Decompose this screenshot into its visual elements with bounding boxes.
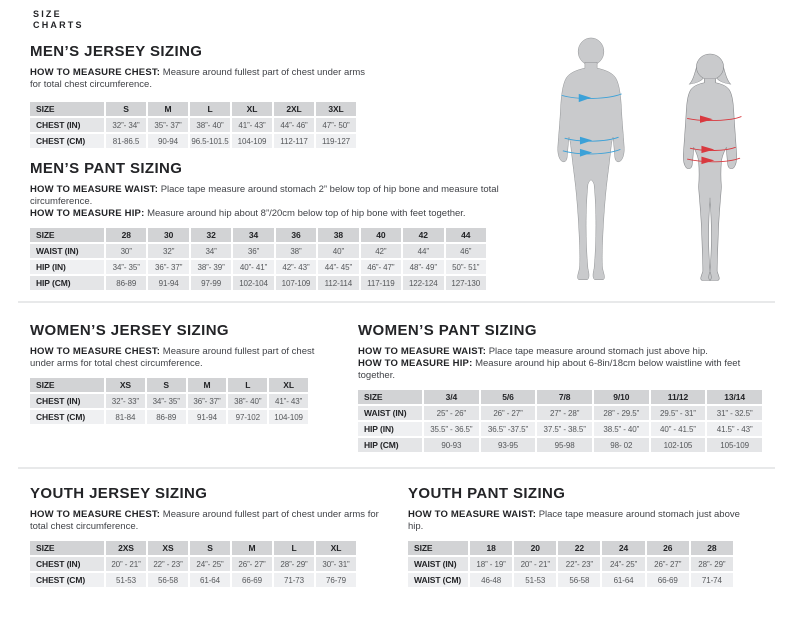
column-header: 7/8 xyxy=(537,390,592,404)
section-womens-jersey-sizing xyxy=(30,323,335,426)
size-value: 25” - 26” xyxy=(424,406,479,420)
size-value: 37.5” - 38.5” xyxy=(537,422,592,436)
column-header: 5/6 xyxy=(481,390,536,404)
column-header: S xyxy=(147,378,186,392)
row-label: CHEST (IN) xyxy=(30,118,104,132)
size-value: 46-48 xyxy=(470,573,512,587)
row-label: HIP (IN) xyxy=(30,260,104,274)
column-header: XL xyxy=(269,378,308,392)
size-value: 35.5” - 36.5” xyxy=(424,422,479,436)
size-value: 61-64 xyxy=(190,573,230,587)
howto-label: HOW TO MEASURE WAIST: xyxy=(358,346,487,357)
male-body xyxy=(558,62,624,279)
size-value: 28”- 29” xyxy=(691,557,733,571)
size-value: 30” xyxy=(106,244,146,258)
size-table xyxy=(406,539,735,589)
size-value: 46” xyxy=(446,244,487,258)
howto-line: HOW TO MEASURE WAIST: Place tape measure around stomach just above hip. xyxy=(408,509,740,532)
table-row xyxy=(358,438,762,452)
table-row xyxy=(30,118,356,132)
size-value: 44” xyxy=(403,244,443,258)
size-table xyxy=(28,226,488,292)
size-value: 18” - 19” xyxy=(470,557,512,571)
column-header: 36 xyxy=(276,228,316,242)
youth-pant-heading: YOUTH PANT SIZING xyxy=(408,485,566,502)
size-value: 95-98 xyxy=(537,438,592,452)
size-value: 35”- 37” xyxy=(148,118,188,132)
size-value: 76-79 xyxy=(316,573,356,587)
column-header: 38 xyxy=(318,228,358,242)
size-value: 96.5-101.5 xyxy=(190,134,230,148)
size-value: 93-95 xyxy=(481,438,536,452)
column-header: L xyxy=(228,378,267,392)
column-header: L xyxy=(274,541,314,555)
column-header: SIZE xyxy=(408,541,468,555)
size-value: 38.5” - 40” xyxy=(594,422,649,436)
column-header: S xyxy=(190,541,230,555)
howto-line: HOW TO MEASURE CHEST: Measure around fullest part of chest under arms for total chest circumference. xyxy=(30,67,366,90)
size-value: 38”- 40” xyxy=(190,118,230,132)
size-value: 98- 02 xyxy=(594,438,649,452)
column-header: SIZE xyxy=(358,390,422,404)
size-value: 107-109 xyxy=(276,276,316,290)
size-value: 40”- 41” xyxy=(233,260,273,274)
row-label: WAIST (CM) xyxy=(408,573,468,587)
size-value: 32”- 33” xyxy=(106,394,145,408)
womens-pant-table xyxy=(358,388,775,454)
female-head xyxy=(696,54,723,80)
howto-line: HOW TO MEASURE WAIST: Place tape measure around stomach just above hip. xyxy=(358,346,708,357)
page-title-line2: CHARTS xyxy=(33,20,84,30)
mens-pant-heading: MEN’S PANT SIZING xyxy=(30,160,183,177)
size-value: 32”- 34” xyxy=(106,118,146,132)
section-youth-pant-sizing xyxy=(408,486,748,589)
size-value: 56-58 xyxy=(558,573,600,587)
howto-line: HOW TO MEASURE HIP: Measure around hip about 6-8in/18cm below waistline with feet together. xyxy=(358,358,741,381)
table-header-row xyxy=(408,541,733,555)
size-value: 86-89 xyxy=(106,276,146,290)
size-table xyxy=(28,539,358,589)
youth-pant-howto xyxy=(408,509,748,533)
column-header: M xyxy=(188,378,227,392)
youth-pant-table xyxy=(408,539,748,589)
section-mens-jersey-sizing xyxy=(30,44,375,150)
size-value: 34”- 35” xyxy=(147,394,186,408)
size-value: 104-109 xyxy=(232,134,272,148)
column-header: 26 xyxy=(647,541,689,555)
column-header: 30 xyxy=(148,228,188,242)
column-header: M xyxy=(232,541,272,555)
column-header: 11/12 xyxy=(651,390,706,404)
size-value: 28” - 29.5” xyxy=(594,406,649,420)
row-label: HIP (CM) xyxy=(30,276,104,290)
row-label: CHEST (CM) xyxy=(30,134,104,148)
size-value: 27” - 28” xyxy=(537,406,592,420)
column-header: XS xyxy=(106,378,145,392)
size-value: 28”- 29” xyxy=(274,557,314,571)
row-label: CHEST (CM) xyxy=(30,573,104,587)
column-header: SIZE xyxy=(30,102,104,116)
howto-label: HOW TO MEASURE CHEST: xyxy=(30,509,161,520)
section-divider xyxy=(18,301,775,303)
howto-label: HOW TO MEASURE HIP: xyxy=(30,208,145,219)
size-value: 91-94 xyxy=(188,410,227,424)
womens-jersey-heading: WOMEN’S JERSEY SIZING xyxy=(30,322,229,339)
female-figure-illustration xyxy=(660,53,760,291)
youth-jersey-howto xyxy=(30,509,392,533)
size-value: 41.5” - 43” xyxy=(707,422,762,436)
size-value: 102-104 xyxy=(233,276,273,290)
section-youth-jersey-sizing xyxy=(30,486,392,589)
size-value: 122-124 xyxy=(403,276,443,290)
table-row xyxy=(30,244,486,258)
size-value: 105-109 xyxy=(707,438,762,452)
size-value: 44”- 45” xyxy=(318,260,358,274)
section-mens-pant-sizing xyxy=(30,161,560,292)
size-value: 29.5” - 31” xyxy=(651,406,706,420)
column-header: 34 xyxy=(233,228,273,242)
size-value: 38”- 39” xyxy=(191,260,231,274)
section-womens-pant-sizing xyxy=(358,323,775,454)
column-header: XS xyxy=(148,541,188,555)
size-value: 26”- 27” xyxy=(647,557,689,571)
column-header: SIZE xyxy=(30,541,104,555)
size-value: 66-69 xyxy=(232,573,272,587)
size-value: 81-86.5 xyxy=(106,134,146,148)
size-value: 97-102 xyxy=(228,410,267,424)
size-table xyxy=(28,100,358,150)
size-value: 38” xyxy=(276,244,316,258)
row-label: WAIST (IN) xyxy=(408,557,468,571)
size-value: 36” xyxy=(233,244,273,258)
size-value: 40” - 41.5” xyxy=(651,422,706,436)
size-value: 41”- 43” xyxy=(269,394,308,408)
size-value: 51-53 xyxy=(106,573,146,587)
column-header: 2XL xyxy=(274,102,314,116)
column-header: 24 xyxy=(602,541,644,555)
size-value: 102-105 xyxy=(651,438,706,452)
size-value: 71-74 xyxy=(691,573,733,587)
size-value: 48”- 49” xyxy=(403,260,443,274)
row-label: HIP (CM) xyxy=(358,438,422,452)
table-header-row xyxy=(30,541,356,555)
male-head xyxy=(578,38,604,65)
size-value: 38”- 40” xyxy=(228,394,267,408)
size-value: 26”- 27” xyxy=(232,557,272,571)
column-header: XL xyxy=(316,541,356,555)
size-value: 31” - 32.5” xyxy=(707,406,762,420)
size-value: 127-130 xyxy=(446,276,487,290)
column-header: 42 xyxy=(403,228,443,242)
column-header: 40 xyxy=(361,228,401,242)
size-value: 91-94 xyxy=(148,276,188,290)
table-header-row xyxy=(30,228,486,242)
column-header: 18 xyxy=(470,541,512,555)
page-title-line1: SIZE xyxy=(33,9,62,19)
column-header: 2XS xyxy=(106,541,146,555)
womens-pant-howto xyxy=(358,346,775,382)
womens-jersey-table xyxy=(30,376,335,426)
size-value: 90-94 xyxy=(148,134,188,148)
row-label: HIP (IN) xyxy=(358,422,422,436)
size-value: 20” - 21” xyxy=(514,557,556,571)
size-value: 61-64 xyxy=(602,573,644,587)
table-row xyxy=(30,557,356,571)
size-value: 32” xyxy=(148,244,188,258)
howto-label: HOW TO MEASURE HIP: xyxy=(358,358,473,369)
table-row xyxy=(408,557,733,571)
column-header: 28 xyxy=(106,228,146,242)
table-row xyxy=(408,573,733,587)
size-value: 22” - 23” xyxy=(148,557,188,571)
size-value: 51-53 xyxy=(514,573,556,587)
table-row xyxy=(358,422,762,436)
size-value: 40” xyxy=(318,244,358,258)
size-value: 90-93 xyxy=(424,438,479,452)
size-value: 104-109 xyxy=(269,410,308,424)
table-header-row xyxy=(30,378,308,392)
table-row xyxy=(30,410,308,424)
male-figure-illustration xyxy=(542,36,640,289)
size-value: 46”- 47” xyxy=(361,260,401,274)
row-label: CHEST (IN) xyxy=(30,557,104,571)
howto-line: HOW TO MEASURE CHEST: Measure around fullest part of chest under arms for total chest circumference. xyxy=(30,346,315,369)
size-value: 34” xyxy=(191,244,231,258)
female-body xyxy=(683,79,736,281)
male-silhouette-svg xyxy=(542,36,640,289)
mens-jersey-howto xyxy=(30,67,375,91)
size-value: 41”- 43” xyxy=(232,118,272,132)
row-label: WAIST (IN) xyxy=(358,406,422,420)
table-header-row xyxy=(30,102,356,116)
howto-line: HOW TO MEASURE HIP: Measure around hip about 8”/20cm below top of hip bone with feet together. xyxy=(30,208,466,219)
size-value: 112-114 xyxy=(318,276,358,290)
column-header: S xyxy=(106,102,146,116)
size-value: 71-73 xyxy=(274,573,314,587)
column-header: SIZE xyxy=(30,228,104,242)
size-value: 24”- 25” xyxy=(602,557,644,571)
column-header: 32 xyxy=(191,228,231,242)
column-header: 44 xyxy=(446,228,487,242)
size-value: 42” xyxy=(361,244,401,258)
table-header-row xyxy=(358,390,762,404)
size-value: 20” - 21” xyxy=(106,557,146,571)
page-title xyxy=(33,9,84,31)
mens-jersey-heading: MEN’S JERSEY SIZING xyxy=(30,43,203,60)
howto-line: HOW TO MEASURE WAIST: Place tape measure around stomach 2” below top of hip bone and measure total circumference. xyxy=(30,184,499,207)
column-header: 3/4 xyxy=(424,390,479,404)
column-header: XL xyxy=(232,102,272,116)
howto-label: HOW TO MEASURE CHEST: xyxy=(30,346,161,357)
row-label: WAIST (IN) xyxy=(30,244,104,258)
mens-pant-table xyxy=(30,226,560,292)
size-value: 50”- 51” xyxy=(446,260,487,274)
column-header: 3XL xyxy=(316,102,356,116)
column-header: 20 xyxy=(514,541,556,555)
size-value: 112-117 xyxy=(274,134,314,148)
howto-line: HOW TO MEASURE CHEST: Measure around fullest part of chest under arms for total chest circumference. xyxy=(30,509,379,532)
size-value: 44”- 46” xyxy=(274,118,314,132)
howto-label: HOW TO MEASURE WAIST: xyxy=(30,184,159,195)
size-value: 24”- 25” xyxy=(190,557,230,571)
size-value: 22”- 23” xyxy=(558,557,600,571)
mens-pant-howto xyxy=(30,184,560,220)
column-header: 13/14 xyxy=(707,390,762,404)
table-row xyxy=(30,573,356,587)
size-value: 119-127 xyxy=(316,134,356,148)
size-value: 66-69 xyxy=(647,573,689,587)
column-header: M xyxy=(148,102,188,116)
size-value: 56-58 xyxy=(148,573,188,587)
youth-jersey-table xyxy=(30,539,392,589)
column-header: L xyxy=(190,102,230,116)
size-value: 30”- 31” xyxy=(316,557,356,571)
size-value: 97-99 xyxy=(191,276,231,290)
size-value: 81-84 xyxy=(106,410,145,424)
size-value: 26” - 27” xyxy=(481,406,536,420)
row-label: CHEST (CM) xyxy=(30,410,104,424)
column-header: 9/10 xyxy=(594,390,649,404)
size-value: 36”- 37” xyxy=(188,394,227,408)
size-value: 42”- 43” xyxy=(276,260,316,274)
size-value: 34”- 35” xyxy=(106,260,146,274)
table-row xyxy=(358,406,762,420)
table-row xyxy=(30,276,486,290)
womens-pant-heading: WOMEN’S PANT SIZING xyxy=(358,322,537,339)
female-silhouette-svg xyxy=(660,53,760,291)
size-value: 47”- 50” xyxy=(316,118,356,132)
mens-jersey-table xyxy=(30,100,375,150)
size-value: 36”- 37” xyxy=(148,260,188,274)
size-value: 117-119 xyxy=(361,276,401,290)
section-divider xyxy=(18,467,775,469)
size-value: 36.5” -37.5” xyxy=(481,422,536,436)
column-header: 28 xyxy=(691,541,733,555)
table-row xyxy=(30,260,486,274)
womens-jersey-howto xyxy=(30,346,335,370)
size-table xyxy=(356,388,764,454)
youth-jersey-heading: YOUTH JERSEY SIZING xyxy=(30,485,208,502)
column-header: 22 xyxy=(558,541,600,555)
size-table xyxy=(28,376,310,426)
table-row xyxy=(30,394,308,408)
column-header: SIZE xyxy=(30,378,104,392)
howto-label: HOW TO MEASURE WAIST: xyxy=(408,509,537,520)
howto-label: HOW TO MEASURE CHEST: xyxy=(30,67,161,78)
row-label: CHEST (IN) xyxy=(30,394,104,408)
size-value: 86-89 xyxy=(147,410,186,424)
table-row xyxy=(30,134,356,148)
